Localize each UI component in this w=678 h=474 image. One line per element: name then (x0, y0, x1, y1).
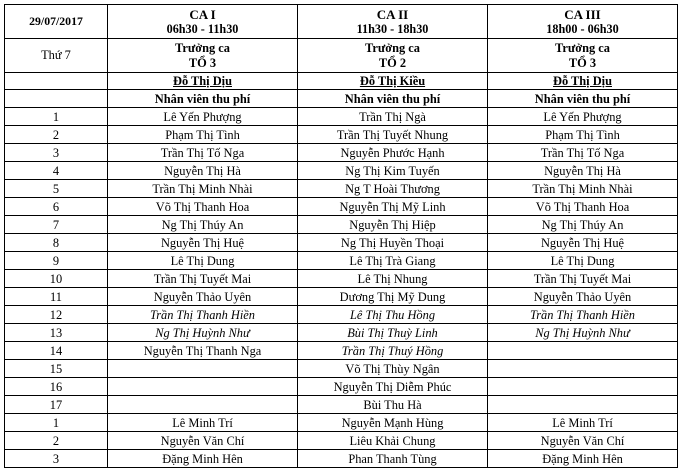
staff-name-cell: Nguyễn Thị Hiệp (298, 216, 488, 234)
shift-2-header: CA II 11h30 - 18h30 (298, 5, 488, 39)
staff-name-cell (488, 396, 678, 414)
staff-name-cell: Nguyễn Thảo Uyên (488, 288, 678, 306)
row-number: 2 (5, 432, 108, 450)
staff-name-cell: Trần Thị Tuyết Mai (108, 270, 298, 288)
table-row (5, 450, 678, 468)
row-number: 3 (5, 450, 108, 468)
shift-3-staff-title: Nhân viên thu phí (488, 90, 678, 108)
staff-name-cell: Ng Thị Huyền Thoại (298, 234, 488, 252)
staff-name-cell: Trần Thị Thanh Hiền (108, 306, 298, 324)
staff-name-cell: Nguyễn Văn Chí (488, 432, 678, 450)
row-number: 5 (5, 180, 108, 198)
row-number: 13 (5, 324, 108, 342)
staff-name-cell: Lê Yến Phượng (108, 108, 298, 126)
shift-2-staff-title: Nhân viên thu phí (298, 90, 488, 108)
date-cell: 29/07/2017 (5, 5, 108, 39)
table-row (5, 108, 678, 126)
shift-2-team: Trưởng ca TỔ 2 (298, 39, 488, 73)
staff-name-cell: Trần Thị Tuyết Mai (488, 270, 678, 288)
shift-3-lead: Đỗ Thị Dịu (488, 73, 678, 90)
staff-name-cell: Lê Thị Dung (108, 252, 298, 270)
staff-name-cell: Nguyễn Thị Mỹ Linh (298, 198, 488, 216)
row-number: 16 (5, 378, 108, 396)
shift-roster-table (4, 4, 678, 468)
table-row (5, 360, 678, 378)
row-number: 9 (5, 252, 108, 270)
staff-name-cell: Ng Thị Kim Tuyến (298, 162, 488, 180)
table-row (5, 144, 678, 162)
staff-name-cell: Nguyễn Văn Chí (108, 432, 298, 450)
staff-name-cell: Trần Thị Tố Nga (488, 144, 678, 162)
table-row (5, 378, 678, 396)
staff-name-cell: Lê Thị Nhung (298, 270, 488, 288)
staff-name-cell: Dương Thị Mỹ Dung (298, 288, 488, 306)
staff-name-cell (488, 360, 678, 378)
shift-1-team: Trưởng ca TỔ 3 (108, 39, 298, 73)
staff-name-cell: Lê Thị Dung (488, 252, 678, 270)
row-number: 10 (5, 270, 108, 288)
staff-name-cell: Trần Thị Thanh Hiền (488, 306, 678, 324)
shift-1-header: CA I 06h30 - 11h30 (108, 5, 298, 39)
staff-name-cell: Nguyễn Thị Hà (488, 162, 678, 180)
staff-name-cell: Nguyễn Thảo Uyên (108, 288, 298, 306)
staff-title-row (5, 90, 678, 108)
row-number: 7 (5, 216, 108, 234)
row-number: 2 (5, 126, 108, 144)
table-row (5, 270, 678, 288)
table-row (5, 162, 678, 180)
row-number: 4 (5, 162, 108, 180)
shift-1-lead: Đỗ Thị Dịu (108, 73, 298, 90)
staff-name-cell: Lê Yến Phượng (488, 108, 678, 126)
table-row (5, 234, 678, 252)
row-number: 12 (5, 306, 108, 324)
staff-name-cell: Võ Thị Thanh Hoa (108, 198, 298, 216)
row-number: 6 (5, 198, 108, 216)
staff-name-cell: Đặng Minh Hên (108, 450, 298, 468)
staff-name-cell: Trần Thị Ngà (298, 108, 488, 126)
table-row (5, 342, 678, 360)
staff-name-cell: Lê Thị Trà Giang (298, 252, 488, 270)
staff-name-cell: Nguyễn Thị Diễm Phúc (298, 378, 488, 396)
table-row (5, 432, 678, 450)
row-number: 1 (5, 414, 108, 432)
staff-name-cell: Lê Thị Thu Hồng (298, 306, 488, 324)
staff-name-cell: Võ Thị Thùy Ngân (298, 360, 488, 378)
staff-name-cell (108, 360, 298, 378)
table-row (5, 180, 678, 198)
staff-name-cell: Ng Thị Thúy An (488, 216, 678, 234)
blank-cell (5, 90, 108, 108)
staff-name-cell: Liêu Khải Chung (298, 432, 488, 450)
row-number: 14 (5, 342, 108, 360)
staff-name-cell: Phạm Thị Tình (108, 126, 298, 144)
row-number: 3 (5, 144, 108, 162)
staff-name-cell: Bùi Thu Hà (298, 396, 488, 414)
shift-3-header: CA III 18h00 - 06h30 (488, 5, 678, 39)
shift-header-row (5, 5, 678, 39)
staff-name-cell (108, 378, 298, 396)
staff-name-cell: Lê Minh Trí (108, 414, 298, 432)
staff-name-cell: Nguyễn Thị Thanh Nga (108, 342, 298, 360)
staff-name-cell: Ng Thị Thúy An (108, 216, 298, 234)
table-row (5, 216, 678, 234)
table-row (5, 198, 678, 216)
staff-name-cell: Trần Thị Minh Nhài (108, 180, 298, 198)
staff-name-cell: Nguyễn Thị Hà (108, 162, 298, 180)
table-row (5, 324, 678, 342)
staff-name-cell: Trần Thị Tố Nga (108, 144, 298, 162)
staff-name-cell: Trần Thị Minh Nhài (488, 180, 678, 198)
table-row (5, 252, 678, 270)
shift-3-team: Trưởng ca TỔ 3 (488, 39, 678, 73)
staff-name-cell: Ng Thị Huỳnh Như (108, 324, 298, 342)
staff-name-cell: Phan Thanh Tùng (298, 450, 488, 468)
lead-name-row (5, 73, 678, 90)
staff-name-cell: Võ Thị Thanh Hoa (488, 198, 678, 216)
table-row (5, 306, 678, 324)
staff-name-cell: Bùi Thị Thuỳ Linh (298, 324, 488, 342)
row-number: 17 (5, 396, 108, 414)
staff-name-cell (488, 342, 678, 360)
staff-name-cell: Lê Minh Trí (488, 414, 678, 432)
staff-name-cell: Trần Thị Thuý Hồng (298, 342, 488, 360)
row-number: 15 (5, 360, 108, 378)
staff-name-cell: Nguyễn Thị Huệ (108, 234, 298, 252)
table-row (5, 288, 678, 306)
staff-name-cell: Ng T Hoài Thương (298, 180, 488, 198)
staff-name-cell (108, 396, 298, 414)
table-row (5, 396, 678, 414)
table-row (5, 126, 678, 144)
day-cell: Thứ 7 (5, 39, 108, 73)
row-number: 1 (5, 108, 108, 126)
blank-cell (5, 73, 108, 90)
staff-name-cell (488, 378, 678, 396)
team-row (5, 39, 678, 73)
row-number: 8 (5, 234, 108, 252)
staff-name-cell: Nguyễn Thị Huệ (488, 234, 678, 252)
staff-name-cell: Nguyễn Mạnh Hùng (298, 414, 488, 432)
staff-name-cell: Phạm Thị Tình (488, 126, 678, 144)
staff-name-cell: Trần Thị Tuyết Nhung (298, 126, 488, 144)
table-row (5, 414, 678, 432)
row-number: 11 (5, 288, 108, 306)
shift-2-lead: Đỗ Thị Kiều (298, 73, 488, 90)
shift-1-staff-title: Nhân viên thu phí (108, 90, 298, 108)
staff-name-cell: Ng Thị Huỳnh Như (488, 324, 678, 342)
staff-name-cell: Đặng Minh Hên (488, 450, 678, 468)
staff-name-cell: Nguyễn Phước Hạnh (298, 144, 488, 162)
